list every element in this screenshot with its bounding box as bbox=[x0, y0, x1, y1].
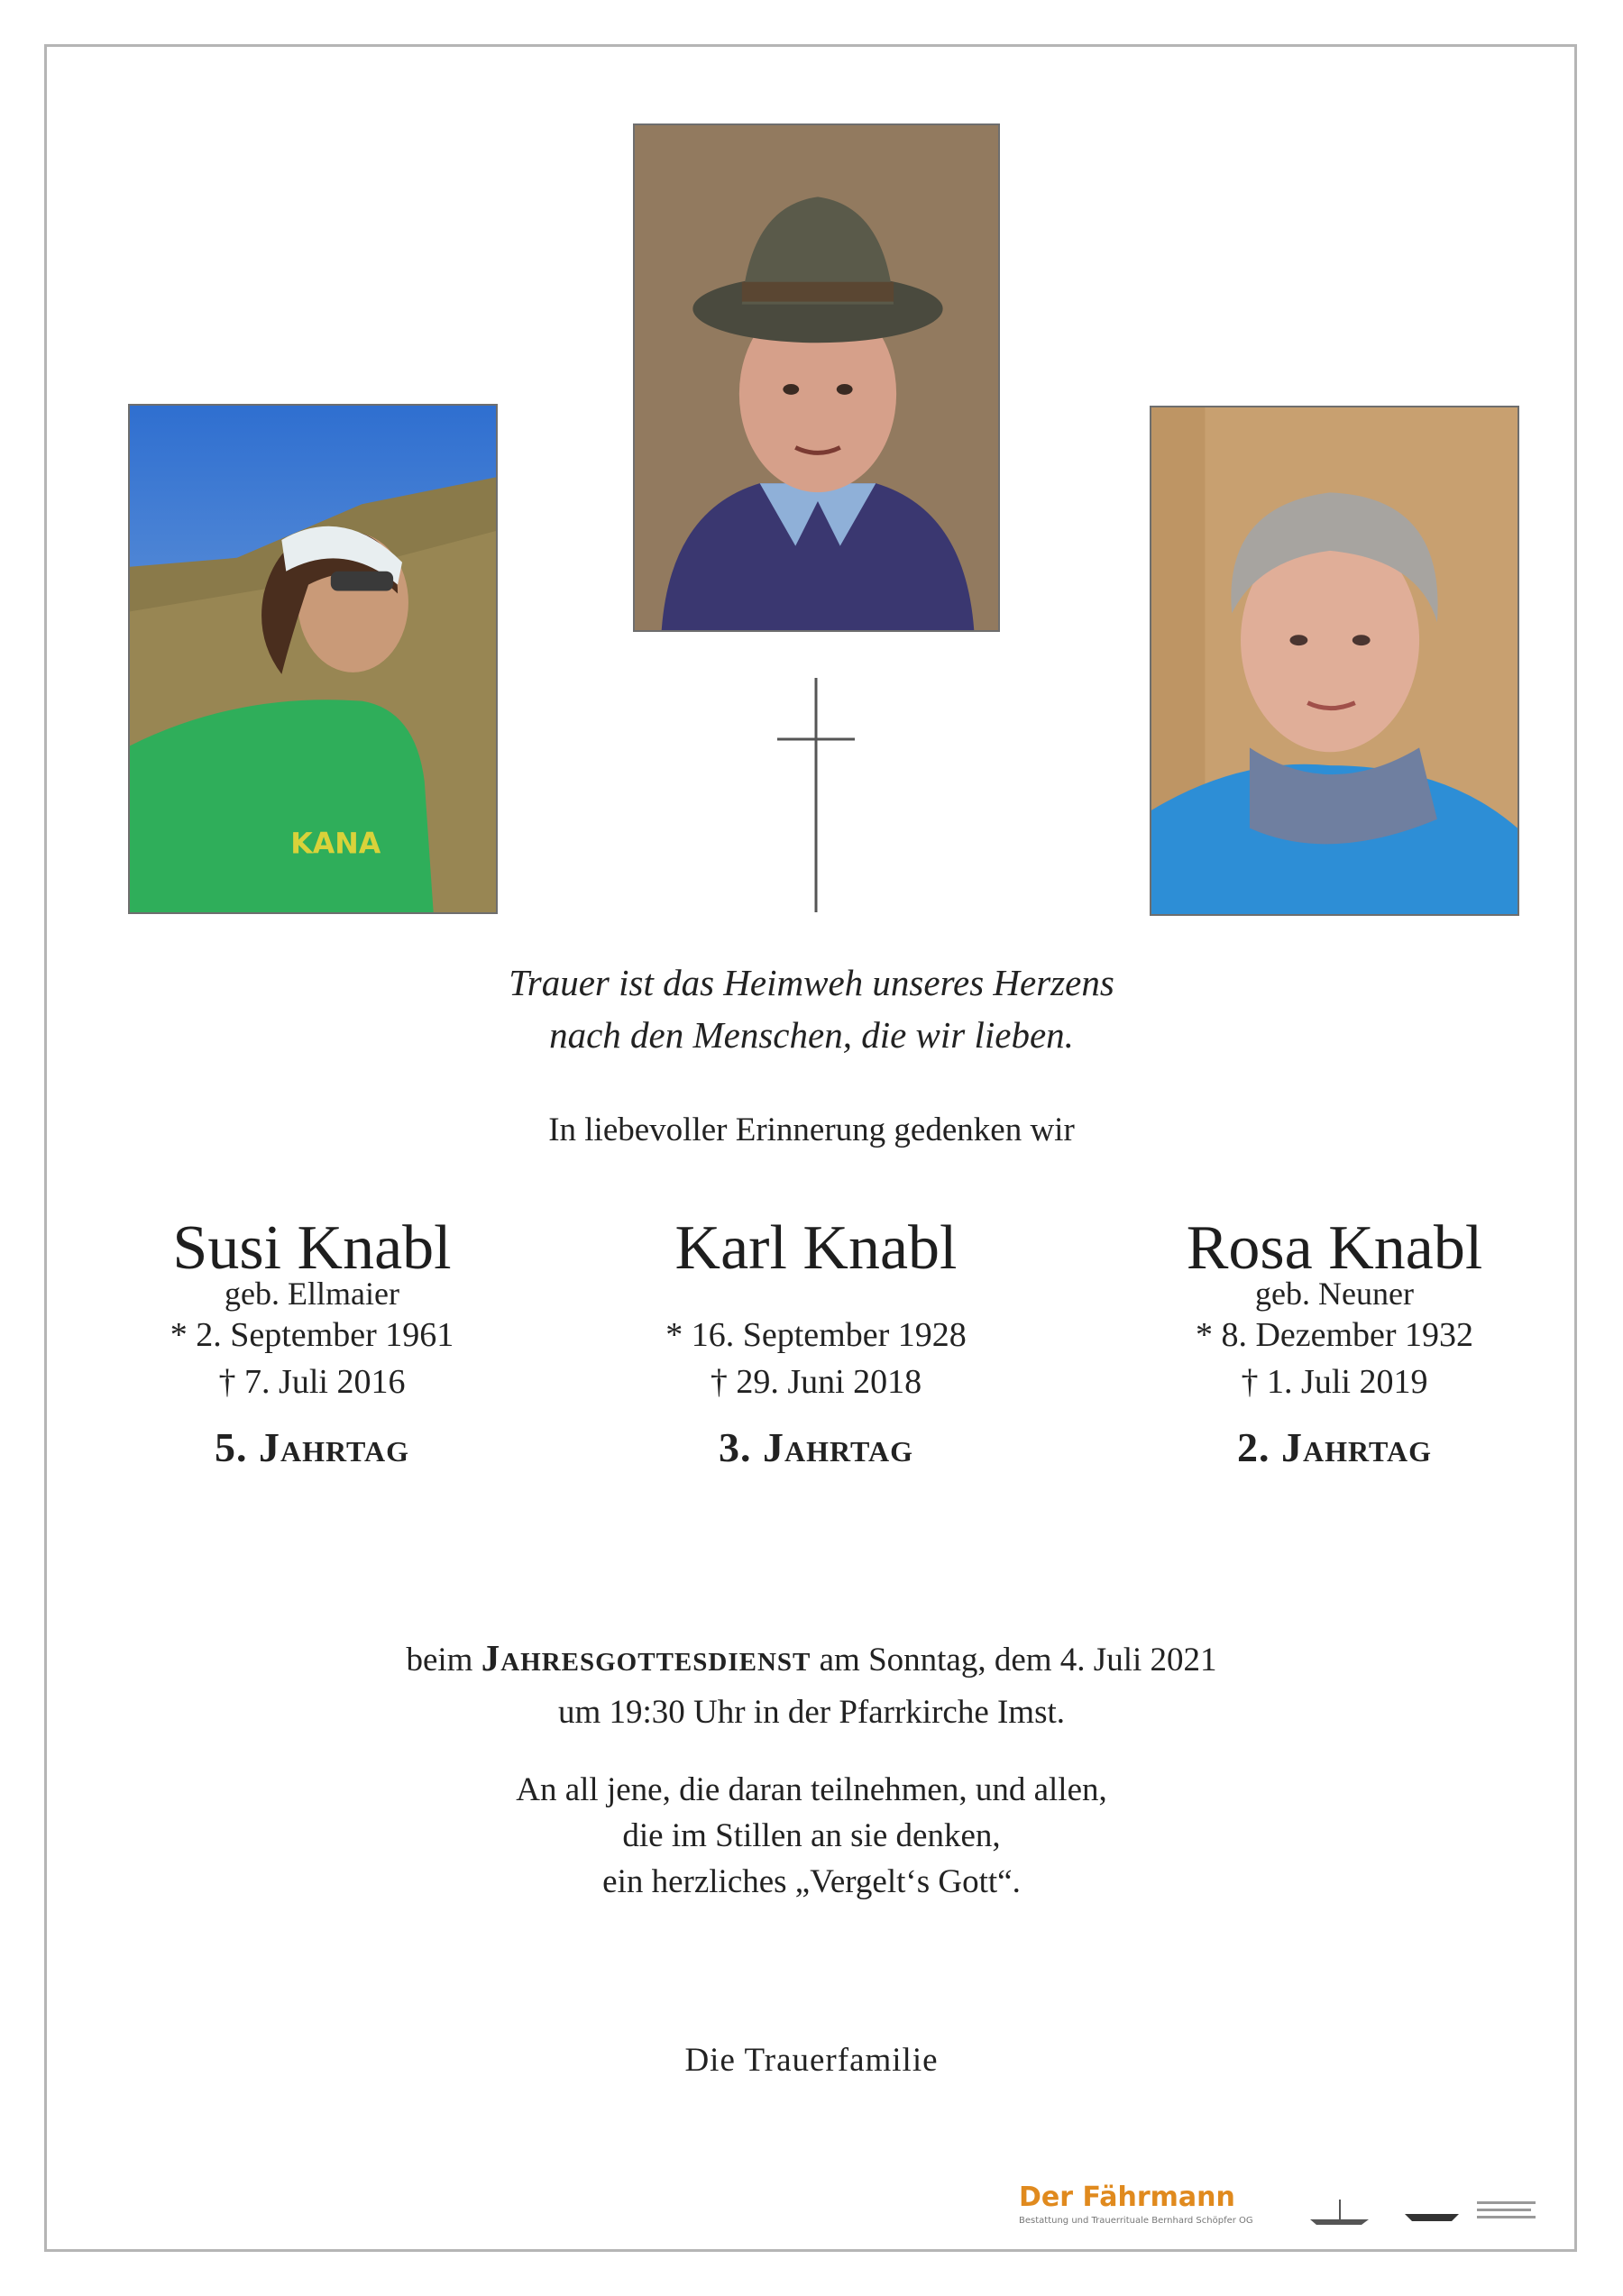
person-name: Susi Knabl bbox=[172, 1213, 452, 1283]
thanks-text bbox=[0, 1767, 1623, 1905]
service-time-place: um 19:30 Uhr in der Pfarrkirche Imst. bbox=[557, 1694, 1066, 1731]
photo-susi-knabl bbox=[128, 404, 498, 914]
person-died: † 1. Juli 2019 bbox=[1241, 1363, 1428, 1401]
service-info bbox=[0, 1632, 1623, 1739]
person-name: Rosa Knabl bbox=[1186, 1213, 1483, 1283]
thanks-line-2: die im Stillen an sie denken, bbox=[622, 1817, 1001, 1854]
person-anniversary: 2. Jahrtag bbox=[1237, 1424, 1432, 1470]
quote-line-1: Trauer ist das Heimweh unseres Herzens bbox=[509, 962, 1114, 1003]
photo-rosa-knabl bbox=[1150, 406, 1519, 916]
cross-icon bbox=[775, 678, 857, 912]
thanks-line-3: ein herzliches „Vergelt‘s Gott“. bbox=[602, 1863, 1021, 1900]
person-died: † 7. Juli 2016 bbox=[218, 1363, 406, 1401]
person-rosa-knabl bbox=[1082, 1212, 1587, 1471]
person-died: † 29. Juni 2018 bbox=[710, 1363, 922, 1401]
photo-karl-knabl bbox=[633, 123, 1000, 632]
person-born: * 2. September 1961 bbox=[170, 1316, 454, 1354]
funeral-home-logo bbox=[1019, 2180, 1569, 2234]
quote bbox=[0, 956, 1623, 1061]
logo-tagline: Bestattung und Trauerrituale Bernhard Schöpfer OG bbox=[1019, 2216, 1253, 2226]
intro-text: In liebevoller Erinnerung gedenken wir bbox=[548, 1111, 1075, 1148]
person-susi-knabl bbox=[60, 1212, 564, 1471]
service-post: am Sonntag, dem 4. Juli 2021 bbox=[819, 1642, 1217, 1679]
person-birthname: geb. Ellmaier bbox=[225, 1276, 399, 1312]
person-birthname: geb. Neuner bbox=[1255, 1276, 1414, 1312]
person-karl-knabl bbox=[564, 1212, 1068, 1471]
service-event: Jahresgottesdienst bbox=[481, 1637, 812, 1679]
logo-brand: Der Fährmann bbox=[1019, 2182, 1235, 2213]
svg-text:KANA: KANA bbox=[290, 828, 381, 861]
quote-line-2: nach den Menschen, die wir lieben. bbox=[549, 1014, 1074, 1056]
thanks-line-1: An all jene, die daran teilnehmen, und allen, bbox=[516, 1771, 1107, 1808]
person-anniversary: 3. Jahrtag bbox=[719, 1424, 913, 1470]
signature: Die Trauerfamilie bbox=[684, 2042, 939, 2079]
person-born: * 8. Dezember 1932 bbox=[1195, 1316, 1474, 1354]
service-pre: beim bbox=[406, 1642, 473, 1679]
boat-icon bbox=[1306, 2196, 1540, 2227]
person-anniversary: 5. Jahrtag bbox=[215, 1424, 409, 1470]
person-name: Karl Knabl bbox=[674, 1213, 958, 1283]
person-born: * 16. September 1928 bbox=[665, 1316, 967, 1354]
